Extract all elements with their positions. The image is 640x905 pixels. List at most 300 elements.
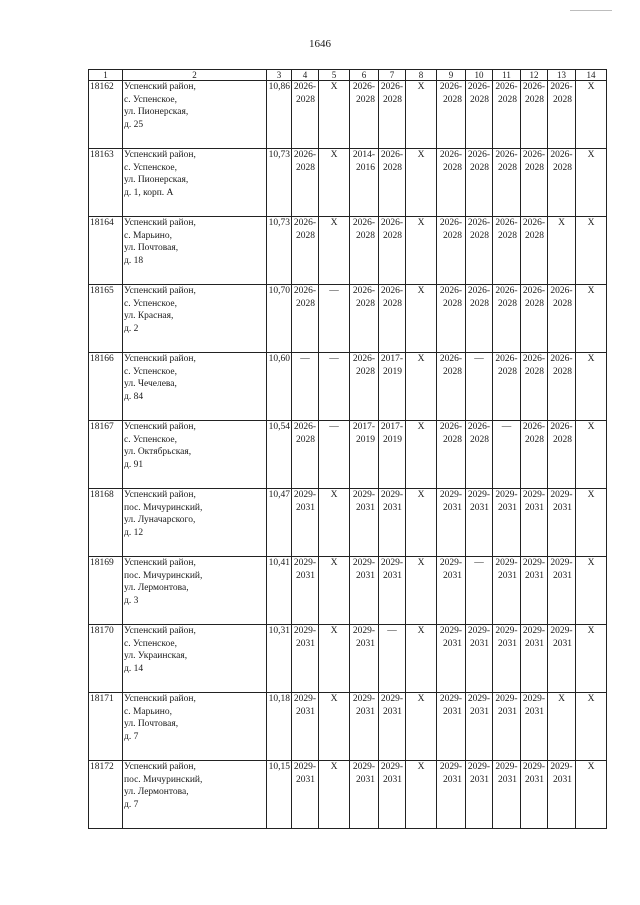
period-cell (292, 81, 319, 149)
period-cell (379, 285, 406, 353)
address-cell (123, 489, 267, 557)
period-start: 2029- (522, 694, 546, 704)
period-cell (292, 421, 319, 489)
period-cell (437, 625, 466, 693)
period-start: 2017- (352, 422, 376, 432)
period-end: 2031 (525, 706, 544, 717)
period-cell: X (576, 285, 607, 353)
period-end: 2031 (470, 638, 489, 649)
address-line: д. 14 (124, 663, 144, 674)
address-line: ул. Пионерская, (124, 175, 189, 185)
period-end: 2028 (525, 366, 544, 377)
period-cell (466, 421, 493, 489)
period-start: 2026- (293, 422, 317, 432)
period-cell (350, 285, 379, 353)
period-start: 2026- (522, 354, 546, 364)
period-end: 2031 (525, 502, 544, 513)
period-cell (437, 557, 466, 625)
period-end: 2031 (356, 706, 375, 717)
address-cell (123, 149, 267, 217)
period-start: 2029- (293, 762, 317, 772)
value-cell: 10,54 (267, 421, 292, 489)
period-cell (292, 625, 319, 693)
period-end: 2031 (525, 638, 544, 649)
period-start: 2029- (293, 558, 317, 568)
period-cell (379, 81, 406, 149)
period-start: 2026- (293, 286, 317, 296)
period-start: 2026- (352, 354, 376, 364)
period-end: 2031 (383, 706, 402, 717)
period-end: 2031 (296, 570, 315, 581)
period-end: 2028 (356, 230, 375, 241)
address-line: с. Успенское, (124, 366, 177, 377)
period-start: 2029- (495, 558, 518, 568)
period-cell (466, 285, 493, 353)
header-cell: 3 (267, 70, 292, 81)
address-line: с. Успенское, (124, 162, 177, 173)
period-start: 2026- (439, 150, 463, 160)
period-cell (350, 693, 379, 761)
period-cell (292, 217, 319, 285)
row-id: 18167 (89, 421, 123, 489)
table-row (89, 81, 607, 149)
period-end: 2028 (553, 434, 572, 445)
address-line: с. Успенское, (124, 94, 177, 105)
period-start: 2029- (495, 626, 518, 636)
period-start: 2026- (522, 150, 546, 160)
address-line: ул. Пионерская, (124, 107, 189, 117)
period-cell (493, 353, 521, 421)
period-cell (350, 353, 379, 421)
address-line: д. 7 (124, 799, 139, 810)
period-cell: X (319, 81, 350, 149)
period-end: 2028 (525, 162, 544, 173)
period-cell: — (379, 625, 406, 693)
period-cell (379, 217, 406, 285)
address-line: с. Успенское, (124, 638, 177, 649)
period-start: 2029- (439, 490, 463, 500)
period-end: 2028 (470, 230, 489, 241)
period-start: 2026- (439, 218, 463, 228)
address-line: д. 91 (124, 459, 144, 470)
period-cell (437, 693, 466, 761)
address-cell (123, 761, 267, 829)
period-start: 2029- (293, 490, 317, 500)
period-cell (521, 285, 548, 353)
address-line: Успенский район, (124, 286, 196, 296)
period-cell: — (292, 353, 319, 421)
address-line: Успенский район, (124, 626, 196, 636)
row-id: 18172 (89, 761, 123, 829)
period-start: 2026- (550, 150, 573, 160)
address-line: Успенский район, (124, 354, 196, 364)
period-cell (548, 81, 576, 149)
period-start: 2026- (439, 82, 463, 92)
value-cell: 10,60 (267, 353, 292, 421)
period-cell: — (319, 285, 350, 353)
address-line: д. 1, корп. А (124, 187, 174, 198)
period-cell (437, 149, 466, 217)
period-cell (493, 81, 521, 149)
period-cell: X (576, 149, 607, 217)
address-line: пос. Мичуринский, (124, 502, 203, 513)
period-cell: X (576, 489, 607, 557)
period-cell: X (319, 217, 350, 285)
period-end: 2028 (498, 162, 517, 173)
address-line: д. 3 (124, 595, 139, 606)
period-end: 2031 (498, 638, 517, 649)
period-start: 2029- (293, 694, 317, 704)
period-start: 2026- (467, 422, 491, 432)
row-id: 18162 (89, 81, 123, 149)
period-end: 2031 (498, 502, 517, 513)
address-line: д. 7 (124, 731, 139, 742)
header-cell: 2 (123, 70, 267, 81)
address-line: пос. Мичуринский, (124, 570, 203, 581)
period-end: 2028 (553, 94, 572, 105)
value-cell: 10,86 (267, 81, 292, 149)
period-cell: X (576, 693, 607, 761)
period-end: 2028 (296, 162, 315, 173)
address-cell (123, 557, 267, 625)
period-end: 2019 (356, 434, 375, 445)
period-cell (350, 761, 379, 829)
period-end: 2028 (498, 298, 517, 309)
period-cell: X (576, 761, 607, 829)
period-end: 2028 (553, 366, 572, 377)
period-end: 2031 (296, 774, 315, 785)
period-start: 2017- (380, 354, 404, 364)
period-end: 2028 (443, 94, 462, 105)
table-row (89, 693, 607, 761)
period-end: 2031 (443, 570, 462, 581)
period-cell: X (548, 693, 576, 761)
period-start: 2029- (293, 626, 317, 636)
period-cell (466, 761, 493, 829)
period-end: 2028 (296, 94, 315, 105)
period-end: 2028 (443, 298, 462, 309)
row-id: 18171 (89, 693, 123, 761)
period-end: 2031 (470, 706, 489, 717)
address-line: Успенский район, (124, 218, 196, 228)
address-line: ул. Почтовая, (124, 719, 179, 729)
period-cell: X (576, 421, 607, 489)
period-cell (466, 625, 493, 693)
period-cell (379, 353, 406, 421)
period-cell (437, 217, 466, 285)
period-cell (466, 693, 493, 761)
period-end: 2028 (498, 94, 517, 105)
period-cell (493, 761, 521, 829)
table-row (89, 489, 607, 557)
header-cell: 5 (319, 70, 350, 81)
period-start: 2026- (352, 82, 376, 92)
period-start: 2026- (380, 218, 404, 228)
row-id: 18163 (89, 149, 123, 217)
period-cell (548, 761, 576, 829)
header-cell: 14 (576, 70, 607, 81)
period-start: 2029- (467, 762, 491, 772)
period-end: 2031 (553, 774, 572, 785)
period-cell (379, 421, 406, 489)
period-end: 2031 (383, 774, 402, 785)
address-line: ул. Украинская, (124, 651, 188, 661)
header-cell: 10 (466, 70, 493, 81)
address-line: Успенский район, (124, 490, 196, 500)
period-start: 2029- (439, 694, 463, 704)
period-cell (379, 149, 406, 217)
period-cell (521, 217, 548, 285)
period-start: 2026- (522, 218, 546, 228)
period-cell (548, 421, 576, 489)
period-start: 2026- (352, 218, 376, 228)
period-cell: X (576, 625, 607, 693)
period-end: 2028 (383, 94, 402, 105)
period-start: 2026- (439, 286, 463, 296)
period-cell (521, 693, 548, 761)
period-end: 2028 (470, 162, 489, 173)
period-start: 2029- (522, 626, 546, 636)
period-end: 2031 (498, 774, 517, 785)
period-cell (521, 489, 548, 557)
period-start: 2029- (439, 762, 463, 772)
header-cell: 11 (493, 70, 521, 81)
header-cell: 12 (521, 70, 548, 81)
address-cell (123, 353, 267, 421)
period-cell (521, 353, 548, 421)
period-cell (292, 149, 319, 217)
header-row (89, 70, 607, 81)
period-end: 2031 (553, 638, 572, 649)
period-start: 2029- (550, 558, 573, 568)
period-cell: X (319, 761, 350, 829)
period-start: 2029- (380, 558, 404, 568)
address-line: с. Успенское, (124, 434, 177, 445)
period-cell (548, 149, 576, 217)
period-end: 2028 (470, 298, 489, 309)
period-cell: X (406, 557, 437, 625)
period-start: 2029- (467, 490, 491, 500)
period-end: 2028 (383, 162, 402, 173)
address-line: д. 84 (124, 391, 144, 402)
period-cell: X (319, 693, 350, 761)
address-line: с. Марьино, (124, 706, 173, 717)
period-start: 2026- (467, 286, 491, 296)
row-id: 18165 (89, 285, 123, 353)
period-end: 2028 (525, 94, 544, 105)
period-start: 2029- (352, 762, 376, 772)
period-start: 2026- (439, 354, 463, 364)
period-end: 2028 (525, 298, 544, 309)
period-cell (521, 421, 548, 489)
address-line: ул. Луначарского, (124, 515, 196, 525)
period-end: 2031 (356, 570, 375, 581)
period-end: 2031 (383, 502, 402, 513)
period-start: 2026- (550, 422, 573, 432)
period-end: 2031 (356, 774, 375, 785)
period-end: 2031 (470, 502, 489, 513)
period-end: 2031 (443, 774, 462, 785)
period-cell (493, 285, 521, 353)
period-end: 2028 (553, 298, 572, 309)
period-start: 2029- (352, 626, 376, 636)
period-end: 2031 (356, 638, 375, 649)
address-line: д. 18 (124, 255, 144, 266)
period-start: 2029- (380, 490, 404, 500)
address-cell (123, 625, 267, 693)
period-cell: X (319, 489, 350, 557)
period-end: 2028 (525, 434, 544, 445)
address-line: пос. Мичуринский, (124, 774, 203, 785)
address-line: д. 12 (124, 527, 144, 538)
value-cell: 10,73 (267, 149, 292, 217)
period-start: 2026- (495, 354, 518, 364)
table-body (89, 81, 607, 829)
period-cell (350, 489, 379, 557)
period-start: 2026- (380, 150, 404, 160)
period-start: 2026- (293, 82, 317, 92)
period-cell: — (493, 421, 521, 489)
period-start: 2029- (380, 762, 404, 772)
period-end: 2031 (443, 502, 462, 513)
period-end: 2028 (498, 230, 517, 241)
period-cell (548, 285, 576, 353)
table-row (89, 353, 607, 421)
period-cell (292, 761, 319, 829)
period-cell: X (576, 81, 607, 149)
period-end: 2031 (525, 774, 544, 785)
period-cell (521, 761, 548, 829)
period-cell (548, 557, 576, 625)
period-cell (437, 285, 466, 353)
period-cell (437, 353, 466, 421)
period-cell (493, 489, 521, 557)
period-end: 2028 (356, 298, 375, 309)
row-id: 18164 (89, 217, 123, 285)
period-cell (521, 81, 548, 149)
table-row (89, 625, 607, 693)
row-id: 18170 (89, 625, 123, 693)
period-cell (350, 81, 379, 149)
period-start: 2029- (550, 490, 573, 500)
period-end: 2031 (553, 570, 572, 581)
period-start: 2029- (522, 490, 546, 500)
period-end: 2031 (296, 706, 315, 717)
period-end: 2028 (296, 298, 315, 309)
period-end: 2028 (553, 162, 572, 173)
period-cell (350, 149, 379, 217)
period-end: 2028 (443, 162, 462, 173)
period-end: 2031 (356, 502, 375, 513)
period-start: 2029- (550, 762, 573, 772)
period-start: 2026- (380, 286, 404, 296)
period-cell: X (406, 285, 437, 353)
header-cell: 6 (350, 70, 379, 81)
period-cell: X (406, 693, 437, 761)
period-cell: X (406, 81, 437, 149)
value-cell: 10,15 (267, 761, 292, 829)
period-cell: X (406, 489, 437, 557)
row-id: 18166 (89, 353, 123, 421)
period-cell: X (406, 761, 437, 829)
value-cell: 10,31 (267, 625, 292, 693)
period-cell (493, 149, 521, 217)
period-start: 2026- (495, 82, 518, 92)
period-end: 2028 (356, 94, 375, 105)
period-cell (493, 693, 521, 761)
period-cell (292, 489, 319, 557)
period-cell: X (576, 353, 607, 421)
address-cell (123, 217, 267, 285)
period-end: 2028 (383, 298, 402, 309)
period-cell (379, 761, 406, 829)
period-end: 2031 (470, 774, 489, 785)
header-cell: 9 (437, 70, 466, 81)
value-cell: 10,47 (267, 489, 292, 557)
period-cell: X (319, 149, 350, 217)
period-start: 2026- (495, 218, 518, 228)
table-row (89, 557, 607, 625)
period-cell (379, 557, 406, 625)
address-line: Успенский район, (124, 150, 196, 160)
period-end: 2028 (296, 230, 315, 241)
period-start: 2026- (495, 286, 518, 296)
period-end: 2031 (498, 706, 517, 717)
period-end: 2019 (383, 366, 402, 377)
period-start: 2029- (352, 694, 376, 704)
period-start: 2014- (352, 150, 376, 160)
period-cell (521, 149, 548, 217)
period-cell: X (406, 217, 437, 285)
period-start: 2026- (467, 150, 491, 160)
value-cell: 10,70 (267, 285, 292, 353)
period-start: 2029- (522, 762, 546, 772)
period-cell (437, 761, 466, 829)
period-end: 2031 (383, 570, 402, 581)
period-cell: X (406, 625, 437, 693)
period-cell: — (466, 353, 493, 421)
period-start: 2026- (293, 150, 317, 160)
address-line: ул. Красная, (124, 311, 174, 321)
period-start: 2029- (495, 694, 518, 704)
period-end: 2031 (553, 502, 572, 513)
period-cell (466, 217, 493, 285)
period-cell (350, 217, 379, 285)
address-line: д. 2 (124, 323, 139, 334)
address-line: ул. Лермонтова, (124, 787, 189, 797)
period-start: 2029- (439, 626, 463, 636)
period-cell: — (466, 557, 493, 625)
address-line: с. Марьино, (124, 230, 173, 241)
period-cell (379, 489, 406, 557)
period-end: 2028 (356, 366, 375, 377)
period-start: 2029- (495, 490, 518, 500)
address-line: ул. Октябрьская, (124, 447, 192, 457)
period-start: 2029- (380, 694, 404, 704)
row-id: 18168 (89, 489, 123, 557)
value-cell: 10,41 (267, 557, 292, 625)
period-cell (493, 217, 521, 285)
period-end: 2028 (470, 94, 489, 105)
header-cell: 7 (379, 70, 406, 81)
address-line: Успенский район, (124, 82, 196, 92)
address-line: ул. Чечелева, (124, 379, 177, 389)
period-cell (350, 625, 379, 693)
period-cell (548, 353, 576, 421)
period-cell (437, 81, 466, 149)
value-cell: 10,73 (267, 217, 292, 285)
table-row (89, 421, 607, 489)
